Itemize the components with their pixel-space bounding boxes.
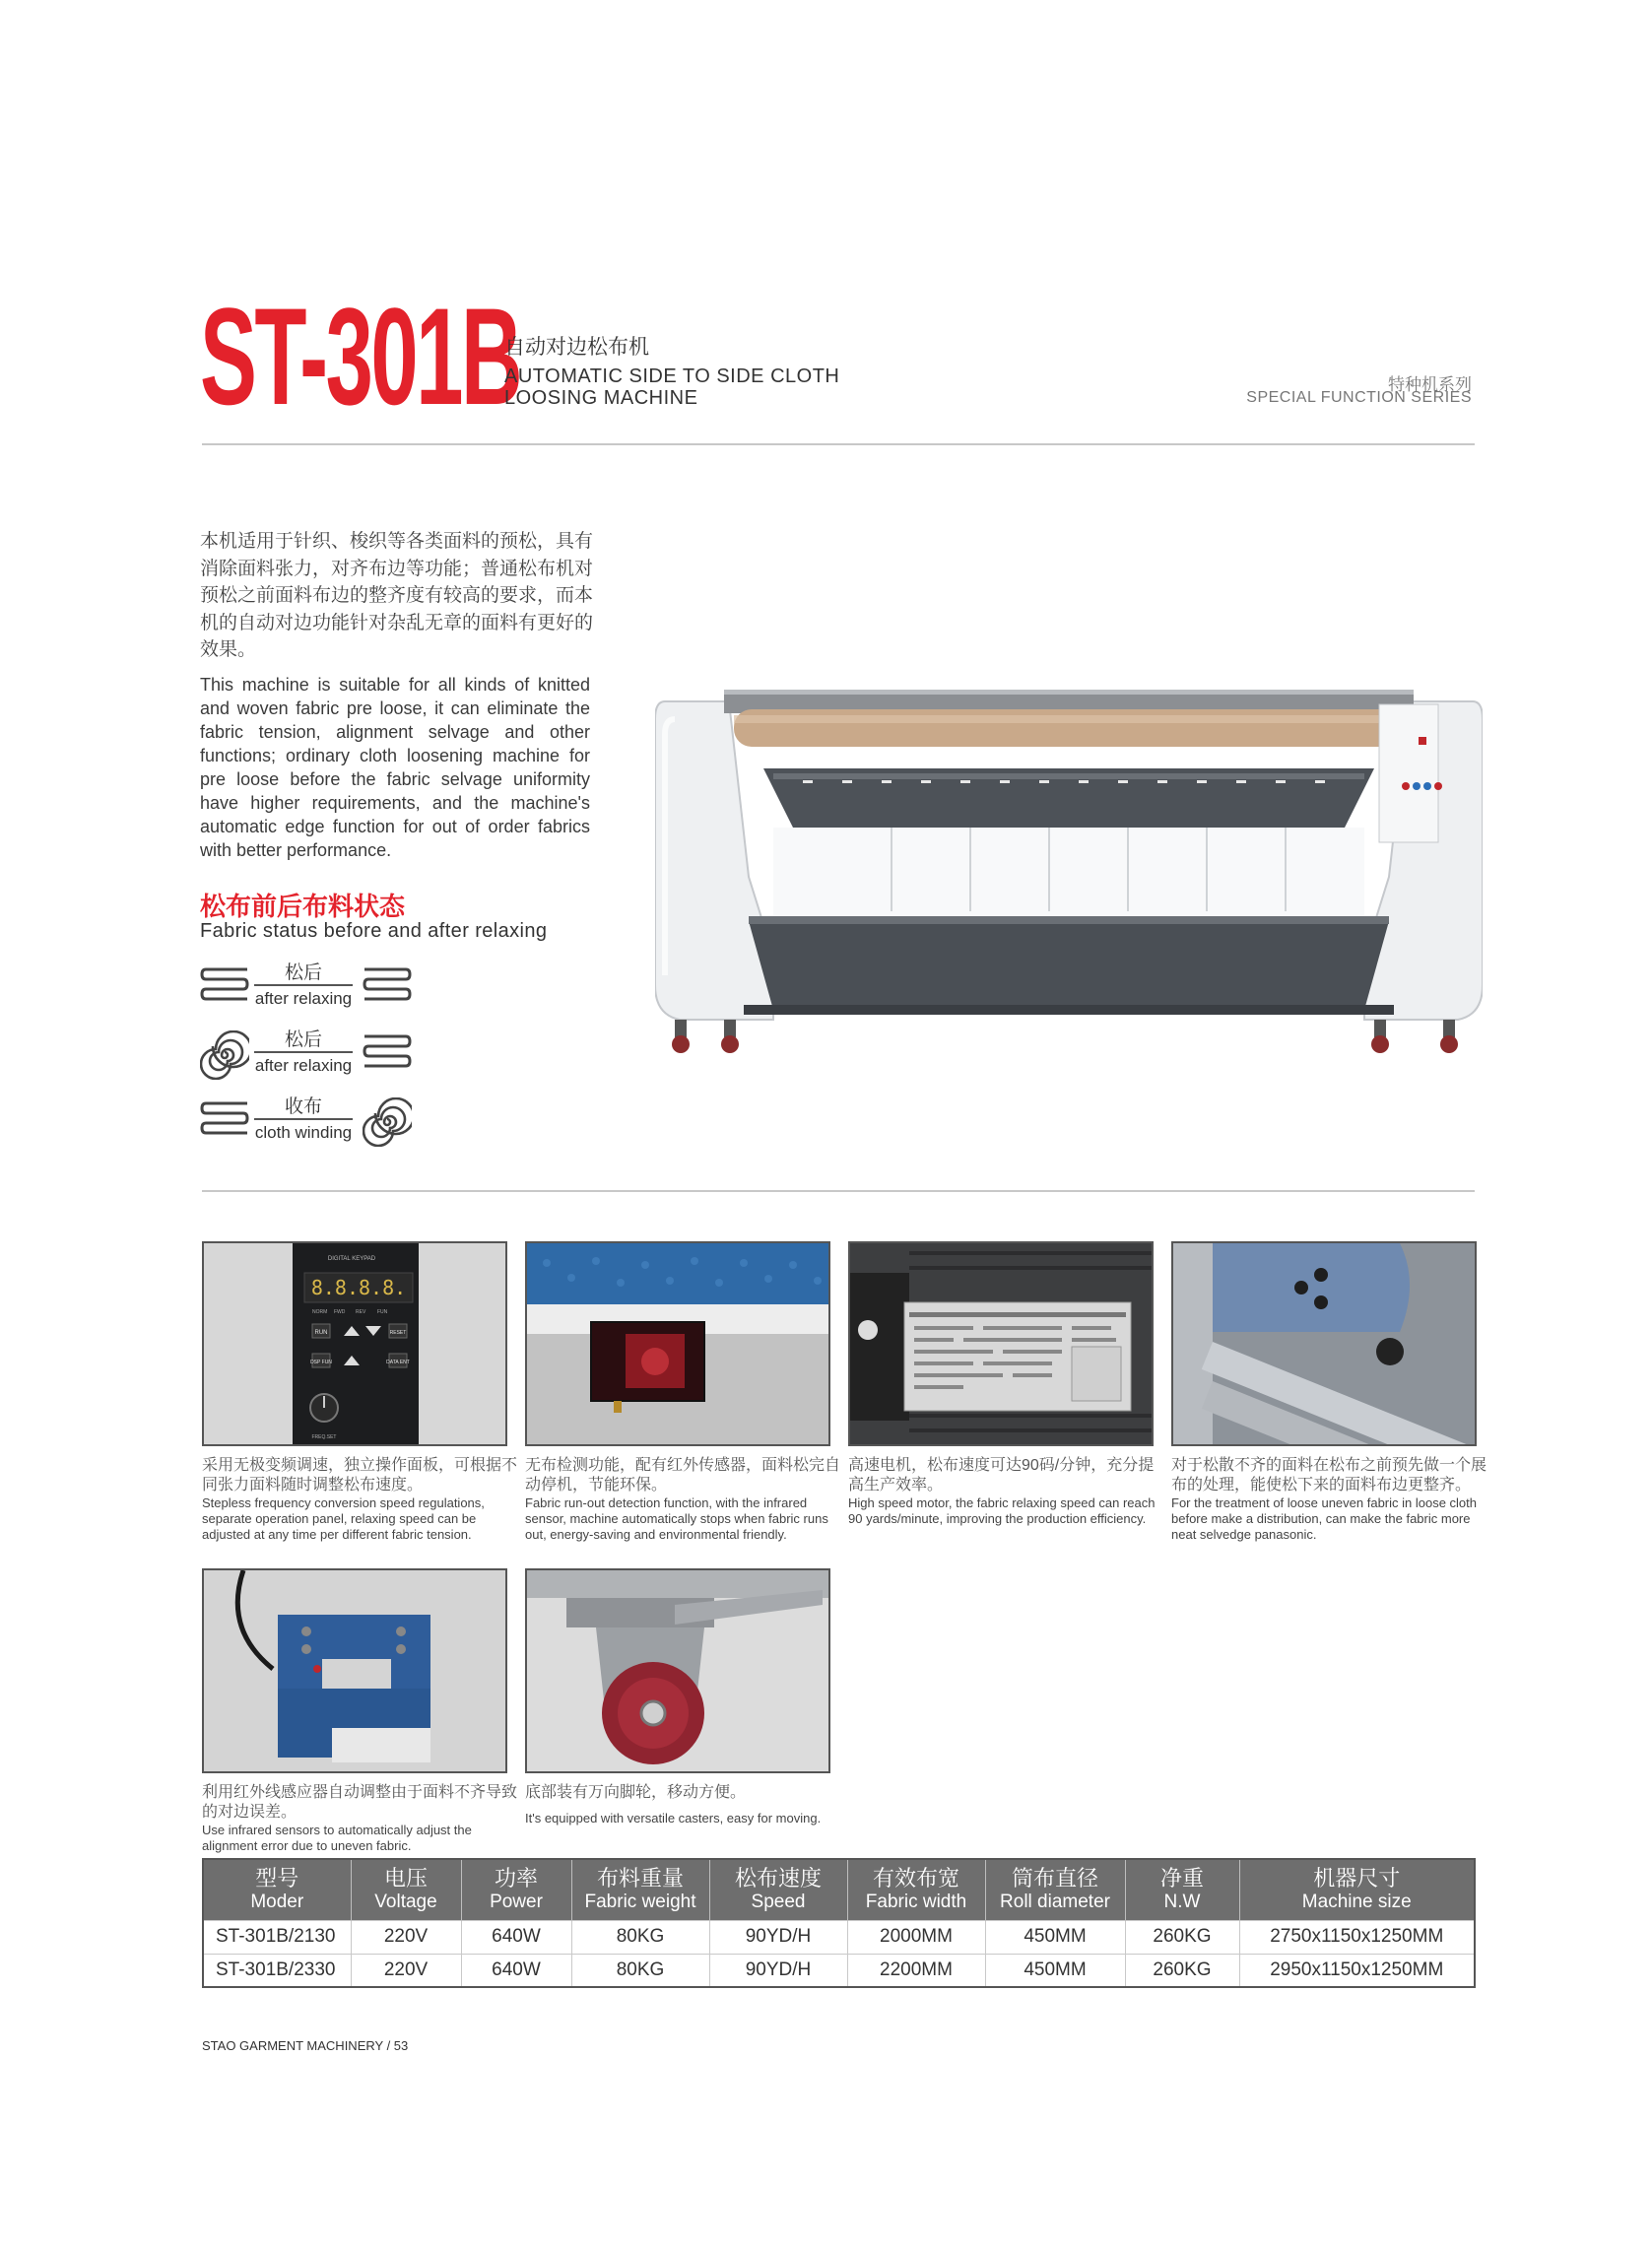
spec-header-fabric-weight: 布料重量 Fabric weight	[571, 1859, 709, 1920]
fabric-state-label-en: after relaxing	[254, 989, 353, 1008]
table-cell: 260KG	[1125, 1920, 1239, 1954]
table-cell: 2750x1150x1250MM	[1239, 1920, 1475, 1954]
svg-text:RESET: RESET	[389, 1330, 407, 1336]
feature-caption-en: Use infrared sensors to automatically adjust the alignment error due to uneven fabric.	[202, 1823, 472, 1853]
rolled-fabric-icon	[200, 1030, 249, 1080]
feature-photo-keypad	[202, 1241, 507, 1446]
fabric-state-label-en: after relaxing	[254, 1056, 353, 1075]
description-cn: 本机适用于针织、梭织等各类面料的预松，具有消除面料张力，对齐布边等功能；普通松布机对预松之前面料布边的整齐度有较高的要求，而本机的自动对边功能针对杂乱无章的面料有更好的效果。	[200, 531, 594, 660]
feature-caption-cn: 底部装有万向脚轮，移动方便。	[525, 1784, 747, 1801]
table-cell: 220V	[351, 1954, 461, 1987]
control-indicator	[1419, 737, 1426, 745]
feature-caption-cn: 高速电机，松布速度可达90码/分钟，充分提高生产效率。	[848, 1457, 1155, 1494]
model-code-title: ST-301B	[200, 279, 521, 433]
table-cell: 220V	[351, 1920, 461, 1954]
feature-caption-en: High speed motor, the fabric relaxing speed can reach 90 yards/minute, improving the production efficiency.	[848, 1495, 1156, 1526]
table-cell: 450MM	[985, 1920, 1125, 1954]
header-divider	[202, 443, 1475, 445]
svg-text:FWD: FWD	[334, 1309, 346, 1315]
table-row	[203, 1954, 1475, 1987]
feature-caption-cn: 采用无极变频调速，独立操作面板，可根据不同张力面料随时调整松布速度。	[202, 1457, 518, 1494]
feature-caption-cn: 无布检测功能，配有红外传感器，面料松完自动停机，节能环保。	[525, 1457, 841, 1494]
spec-header-machine-size: 机器尺寸 Machine size	[1239, 1859, 1475, 1920]
folded-fabric-icon	[200, 1097, 249, 1145]
spec-header-voltage: 电压 Voltage	[351, 1859, 461, 1920]
table-cell: 80KG	[571, 1920, 709, 1954]
svg-text:DSP FUN: DSP FUN	[310, 1360, 332, 1365]
series-label-cn: 特种机系列	[1388, 375, 1472, 394]
series-label-en: SPECIAL FUNCTION SERIES	[1246, 389, 1472, 406]
machine-product-photo	[655, 680, 1483, 1064]
table-cell: ST-301B/2330	[203, 1954, 351, 1987]
spec-header-net-weight: 净重 N.W	[1125, 1859, 1239, 1920]
product-title-en-line1: AUTOMATIC SIDE TO SIDE CLOTH	[504, 365, 840, 387]
table-cell: 450MM	[985, 1954, 1125, 1987]
spec-table	[202, 1858, 1476, 1988]
fabric-status-title-cn: 松布前后布料状态	[200, 892, 406, 921]
keypad-display: 8.8.8.8.	[310, 1276, 407, 1299]
fabric-state-row-2	[200, 1025, 412, 1084]
table-cell: 90YD/H	[709, 1954, 847, 1987]
feature-caption-en: For the treatment of loose uneven fabric in loose cloth before make a distribution, can make the fabric more neat selvedge panasonic.	[1171, 1495, 1478, 1542]
svg-text:REV: REV	[356, 1309, 366, 1315]
fabric-state-row-1	[200, 958, 412, 1017]
table-cell: 640W	[461, 1954, 571, 1987]
feature-photo-caster	[525, 1568, 830, 1773]
table-row	[203, 1920, 1475, 1954]
fabric-state-label-cn: 松后	[284, 1029, 322, 1050]
rolled-fabric-icon	[363, 1097, 412, 1147]
feature-photo-edge-sensor	[202, 1568, 507, 1773]
fabric-state-line	[254, 1051, 353, 1053]
svg-text:FUN: FUN	[377, 1309, 388, 1315]
product-title-en-line2: LOOSING MACHINE	[504, 387, 698, 409]
table-cell: 2200MM	[847, 1954, 985, 1987]
feature-photo-infrared-sensor	[525, 1241, 830, 1446]
folded-fabric-icon	[363, 963, 412, 1011]
svg-text:RUN: RUN	[314, 1330, 328, 1336]
fabric-state-line	[254, 984, 353, 986]
table-cell: 80KG	[571, 1954, 709, 1987]
fabric-status-title-en: Fabric status before and after relaxing	[200, 920, 548, 942]
svg-text:FREQ.SET: FREQ.SET	[311, 1434, 337, 1440]
spec-table-header-row	[203, 1859, 1475, 1920]
table-cell: ST-301B/2130	[203, 1920, 351, 1954]
folded-fabric-icon	[200, 963, 249, 1011]
spec-header-power: 功率 Power	[461, 1859, 571, 1920]
feature-caption-cn: 对于松散不齐的面料在松布之前预先做一个展布的处理，能使松下来的面料布边更整齐。	[1171, 1457, 1487, 1494]
product-title-cn: 自动对边松布机	[504, 336, 649, 359]
fabric-state-line	[254, 1118, 353, 1120]
keypad-label: DIGITAL KEYPAD	[327, 1256, 376, 1262]
fabric-state-label-cn: 松后	[284, 963, 322, 983]
folded-fabric-icon	[363, 1030, 412, 1078]
table-cell: 2950x1150x1250MM	[1239, 1954, 1475, 1987]
table-cell: 2000MM	[847, 1920, 985, 1954]
spec-header-speed: 松布速度 Speed	[709, 1859, 847, 1920]
spec-header-model: 型号 Moder	[203, 1859, 351, 1920]
description-en: This machine is suitable for all kinds of knitted and woven fabric pre loose, it can eliminate the fabric tension, alignment selvage and other functions; ordinary cloth loosening machine for pre loose before the fabric selvage uniformity have higher requirements, and the machine's automatic edge function for out of order fabrics with better performance.	[200, 675, 590, 860]
svg-text:NORM: NORM	[312, 1309, 328, 1315]
svg-text:DATA ENT: DATA ENT	[386, 1360, 410, 1365]
fabric-state-label-en: cloth winding	[254, 1123, 353, 1142]
spec-header-roll-diameter: 筒布直径 Roll diameter	[985, 1859, 1125, 1920]
feature-caption-en: Fabric run-out detection function, with the infrared sensor, machine automatically stops when fabric runs out, energy-saving and environmental friendly.	[525, 1495, 828, 1542]
feature-caption-en: Stepless frequency conversion speed regulations, separate operation panel, relaxing speed can be adjusted at any time per different fabric tension.	[202, 1495, 485, 1542]
table-cell: 640W	[461, 1920, 571, 1954]
fabric-state-row-3	[200, 1092, 412, 1151]
feature-caption-en: It's equipped with versatile casters, easy for moving.	[525, 1811, 822, 1826]
fabric-state-label-cn: 收布	[284, 1096, 322, 1117]
feature-photo-motor	[848, 1241, 1154, 1446]
feature-caption-cn: 利用红外线感应器自动调整由于面料不齐导致的对边误差。	[202, 1784, 518, 1821]
table-cell: 260KG	[1125, 1954, 1239, 1987]
page-footer: STAO GARMENT MACHINERY / 53	[202, 2038, 409, 2053]
feature-photo-spreading-roller	[1171, 1241, 1477, 1446]
section-divider	[202, 1190, 1475, 1192]
table-cell: 90YD/H	[709, 1920, 847, 1954]
spec-header-fabric-width: 有效布宽 Fabric width	[847, 1859, 985, 1920]
